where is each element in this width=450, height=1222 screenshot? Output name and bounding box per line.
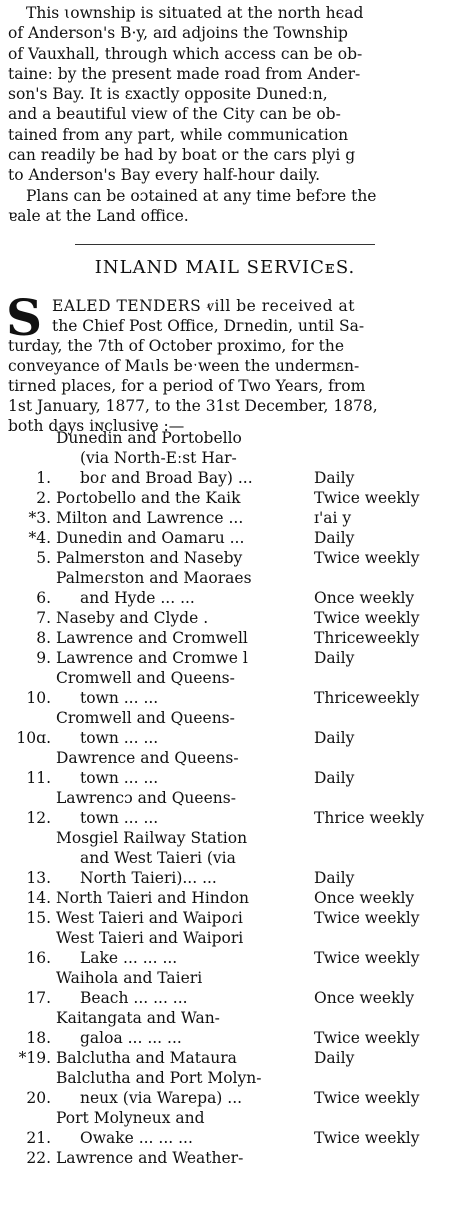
route-line: (via North-Eːst Har-	[80, 449, 237, 467]
service-number: 13.	[26, 869, 51, 887]
service-row	[0, 608, 450, 628]
service-row	[0, 968, 450, 1008]
service-number: *3.	[28, 509, 51, 527]
service-route	[56, 908, 310, 928]
route-line: neux (via Warepa) ...	[80, 1089, 243, 1107]
service-route	[56, 1048, 310, 1068]
service-number: 9.	[36, 649, 51, 667]
service-frequency: Daily	[314, 729, 355, 747]
service-route	[56, 968, 310, 1008]
route-line: Milton and Lawrence ...	[56, 509, 244, 527]
service-number: 18.	[26, 1029, 51, 1047]
route-line: Lawrencɔ and Queens-	[56, 789, 236, 807]
service-number: 12.	[26, 809, 51, 827]
service-number: 10ɑ.	[16, 729, 51, 747]
route-line: Balclutha and Port Molyn-	[56, 1069, 262, 1087]
service-row	[0, 548, 450, 568]
service-frequency: Thriceweekly	[314, 629, 420, 647]
intro-line: conveyance of Maɩls beˑween the undermɛn-	[8, 357, 360, 375]
service-row	[0, 1108, 450, 1148]
section-divider	[75, 244, 375, 245]
service-frequency: Daily	[314, 869, 355, 887]
service-route	[56, 1148, 310, 1168]
service-frequency: Twice weekly	[314, 1129, 420, 1147]
service-frequency: Once weekly	[314, 989, 415, 1007]
service-route	[56, 708, 310, 748]
service-route	[56, 528, 310, 548]
route-line: West Taieri and Waipori	[56, 929, 244, 947]
route-line: Poɾtobello and the Kaik	[56, 489, 241, 507]
service-number: 20.	[26, 1089, 51, 1107]
route-line: Beach ... ... ...	[80, 989, 188, 1007]
service-frequency: Daily	[314, 769, 355, 787]
service-number: 21.	[26, 1129, 51, 1147]
notice-line: This ɩownship is situated at the north hєad	[26, 4, 364, 22]
service-route	[56, 1108, 310, 1148]
notice-line: to Anderson's Bay every half-hour daily.	[8, 166, 321, 185]
route-line: Lawrence and Cromwe l	[56, 649, 248, 667]
route-line: North Taieri and Hindon	[56, 889, 250, 907]
service-route	[56, 788, 310, 828]
service-row	[0, 828, 450, 888]
township-notice	[8, 3, 444, 226]
service-frequency: Daily	[314, 529, 355, 547]
route-line: Mosgiel Railway Station	[56, 829, 248, 847]
service-number: 14.	[26, 889, 51, 907]
service-number: 8.	[36, 629, 51, 647]
route-line: Palmeɾston and Maoraes	[56, 569, 252, 587]
route-line: Cromwell and Queens-	[56, 669, 235, 687]
intro-line: both days iɴclusive :—	[8, 417, 185, 435]
route-line: and West Taieri (via	[80, 849, 236, 867]
service-number: 1.	[36, 469, 51, 487]
service-row	[0, 488, 450, 508]
service-route	[56, 648, 310, 668]
service-number: 16.	[26, 949, 51, 967]
section-heading: INLAND MAIL SERVICᴇS.	[94, 257, 356, 278]
service-frequency: Twice weekly	[314, 489, 420, 507]
service-row	[0, 628, 450, 648]
service-route	[56, 428, 310, 488]
service-number: *19.	[18, 1049, 51, 1067]
route-line: galoa ... ... ...	[80, 1029, 182, 1047]
route-line: Lawrence and Weather-	[56, 1149, 244, 1167]
service-number: 2.	[36, 489, 51, 507]
route-line: Naseby and Clyde .	[56, 609, 209, 627]
drop-cap: S	[6, 288, 43, 347]
notice-line: son's Bay. It is ɛxactly opposite Dunedːn,	[8, 85, 328, 104]
service-route	[56, 608, 310, 628]
notice-line: of Vauxhall, through which access can be ob-	[8, 44, 363, 63]
service-row	[0, 1148, 450, 1168]
service-frequency: Thrice weekly	[314, 809, 425, 827]
service-frequency: Twice weekly	[314, 1089, 420, 1107]
service-frequency: Twice weekly	[314, 549, 420, 567]
service-frequency: Daily	[314, 1049, 355, 1067]
notice-line: can readily be had by boat or the cars plyi g	[8, 146, 356, 165]
notice-line: and a beautiful view of the City can be ob-	[8, 105, 341, 124]
notice-line: tained from any part, while communication	[8, 125, 349, 144]
route-line: and Hyde ... ...	[80, 589, 195, 607]
service-frequency: Twice weekly	[314, 609, 420, 627]
service-route	[56, 888, 310, 908]
notice-line: ɐale at the Land office.	[8, 206, 189, 225]
service-number: 5.	[36, 549, 51, 567]
service-number: 22.	[26, 1149, 51, 1167]
service-row	[0, 888, 450, 908]
service-route	[56, 548, 310, 568]
service-frequency: Once weekly	[314, 889, 415, 907]
service-route	[56, 508, 310, 528]
service-row	[0, 788, 450, 828]
route-line: boɾ and Broad Bay) ...	[80, 469, 253, 487]
notice-line: Plans can be oɔtained at any time befɔre the	[26, 186, 377, 205]
service-number: 11.	[26, 769, 51, 787]
service-number: 15.	[26, 909, 51, 927]
route-line: Waihola and Taieri	[56, 969, 203, 987]
intro-line: tiᴦned places, for a period of Two Years, from	[8, 377, 366, 395]
service-frequency: Twice weekly	[314, 949, 420, 967]
service-row	[0, 1068, 450, 1108]
service-row	[0, 668, 450, 708]
service-route	[56, 668, 310, 708]
service-row	[0, 748, 450, 788]
route-line: North Taieri)... ...	[80, 869, 217, 887]
route-line: town ... ...	[80, 729, 159, 747]
service-frequency: Once weekly	[314, 589, 415, 607]
intro-line: turday, the 7th of October proximo, for the	[8, 337, 345, 355]
service-route	[56, 628, 310, 648]
route-line: Owake ... ... ...	[80, 1129, 193, 1147]
service-row	[0, 528, 450, 548]
service-number: *4.	[28, 529, 51, 547]
route-line: Palmerston and Naseby	[56, 549, 243, 567]
intro-line: the Chief Post Office, Dᴦnedin, until Sa-	[52, 317, 365, 335]
route-line: Dawrence and Queens-	[56, 749, 239, 767]
service-number: 7.	[36, 609, 51, 627]
service-route	[56, 1068, 310, 1108]
service-route	[56, 1008, 310, 1048]
route-line: Balclutha and Mataura	[56, 1049, 237, 1067]
service-frequency: ɪ'ai y	[314, 509, 352, 527]
notice-line: taineː by the present made road from Ander-	[8, 64, 361, 83]
service-route	[56, 488, 310, 508]
service-route	[56, 748, 310, 788]
service-number: 17.	[26, 989, 51, 1007]
route-line: Lake ... ... ...	[80, 949, 178, 967]
intro-line: EALED TENDERS ⱴill be received at	[52, 297, 355, 315]
route-line: town ... ...	[80, 809, 159, 827]
service-route	[56, 928, 310, 968]
service-row	[0, 1008, 450, 1048]
service-frequency: Daily	[314, 469, 355, 487]
route-line: town ... ...	[80, 769, 159, 787]
service-row	[0, 568, 450, 608]
service-row	[0, 908, 450, 928]
notice-line: of Anderson's B·y, aɪd adjoins the Township	[8, 24, 348, 43]
tender-intro	[8, 296, 444, 436]
route-line: Port Molyneux and	[56, 1109, 205, 1127]
service-frequency: Twice weekly	[314, 909, 420, 927]
service-row	[0, 508, 450, 528]
service-row	[0, 428, 450, 488]
service-frequency: Daily	[314, 649, 355, 667]
service-row	[0, 1048, 450, 1068]
mail-services-list	[0, 428, 450, 1168]
intro-line: 1st January, 1877, to the 31st December, 1878,	[8, 397, 378, 415]
route-line: Dunedin and Oamaru ...	[56, 529, 245, 547]
route-line: Lawrence and Cromwell	[56, 629, 248, 647]
service-number: 6.	[36, 589, 51, 607]
service-frequency: Twice weekly	[314, 1029, 420, 1047]
service-route	[56, 568, 310, 608]
route-line: West Taieri and Waipoɾi	[56, 909, 243, 927]
route-line: Cromwell and Queens-	[56, 709, 235, 727]
route-line: town ... ...	[80, 689, 159, 707]
service-number: 10.	[26, 689, 51, 707]
service-row	[0, 648, 450, 668]
service-frequency: Thriceweekly	[314, 689, 420, 707]
service-route	[56, 828, 310, 888]
route-line: Dunedin and Portobello	[56, 429, 242, 447]
route-line: Kaitangata and Wan-	[56, 1009, 220, 1027]
service-row	[0, 708, 450, 748]
service-row	[0, 928, 450, 968]
